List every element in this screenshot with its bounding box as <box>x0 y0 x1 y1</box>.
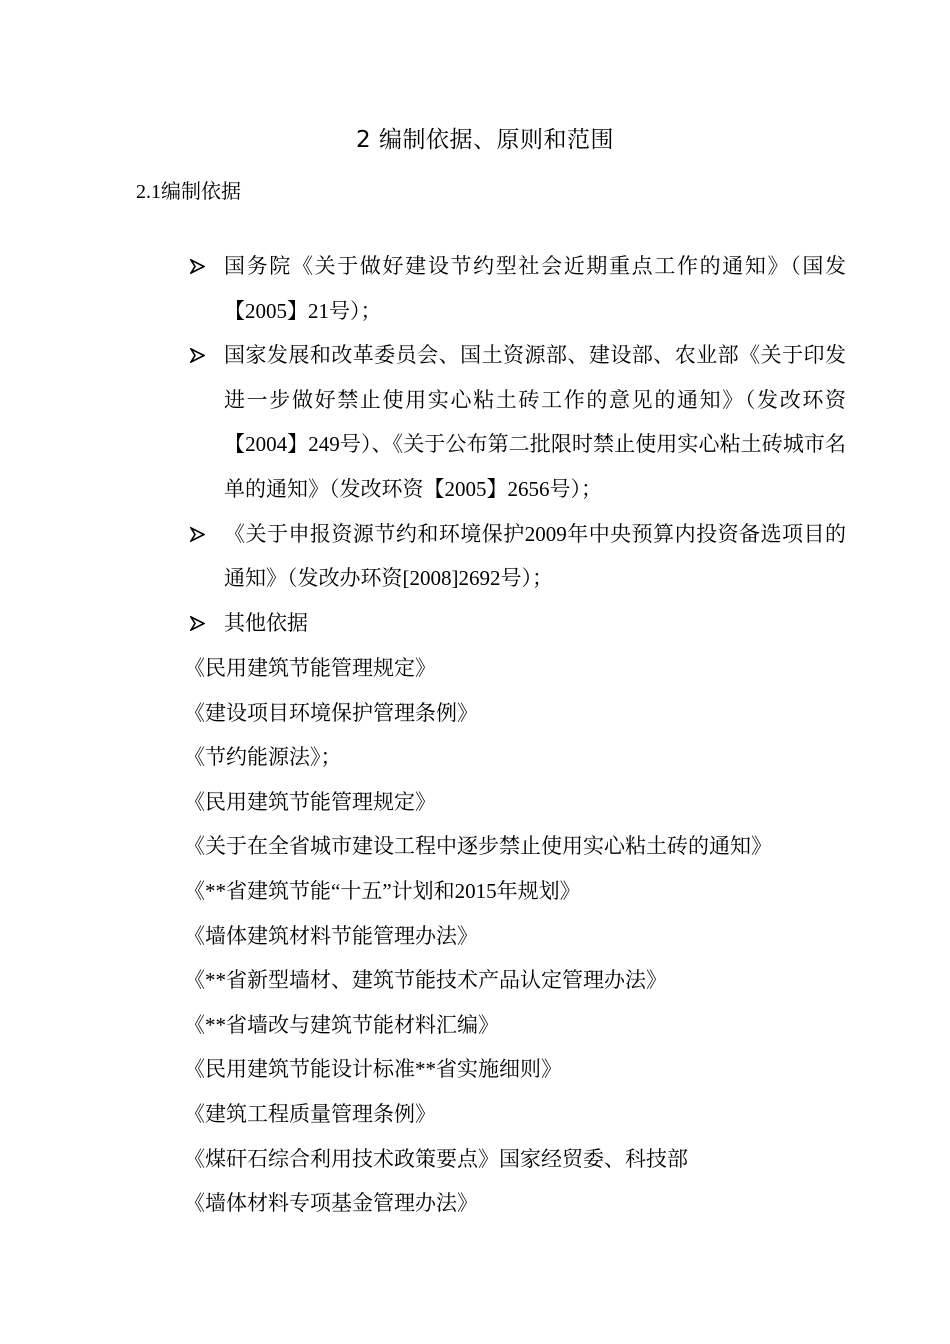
reference-item: 《关于在全省城市建设工程中逐步禁止使用实心粘土砖的通知》 <box>184 834 772 859</box>
reference-item: 《墙体材料专项基金管理办法》 <box>184 1191 478 1216</box>
section-title: 编制依据 <box>161 179 241 203</box>
reference-item: 《民用建筑节能设计标准**省实施细则》 <box>184 1057 562 1082</box>
arrow-bullet-icon <box>190 333 208 378</box>
arrow-bullet-icon <box>190 601 208 646</box>
bullet-item <box>186 512 846 601</box>
arrow-bullet-icon <box>190 512 208 557</box>
reference-list <box>184 646 864 1226</box>
arrow-bullet-icon <box>190 244 208 289</box>
reference-item: 《民用建筑节能管理规定》 <box>184 656 436 680</box>
bullet-item <box>186 601 846 646</box>
reference-item: 《**省墙改与建筑节能材料汇编》 <box>184 1012 499 1037</box>
bullet-text: 其他依据 <box>224 610 308 635</box>
reference-item: 《建筑工程质量管理条例》 <box>184 1101 436 1126</box>
reference-item: 《**省新型墙材、建筑节能技术产品认定管理办法》 <box>184 968 667 993</box>
reference-item: 《节约能源法》； <box>184 745 342 770</box>
section-heading <box>136 174 241 209</box>
reference-item: 《**省建筑节能“十五”计划和2015年规划》 <box>184 878 581 903</box>
bullet-item <box>186 333 846 511</box>
page-title: 2 编制依据、原则和范围 <box>356 127 614 153</box>
reference-item: 《墙体建筑材料节能管理办法》 <box>184 923 478 948</box>
basis-bullet-list <box>186 244 846 645</box>
bullet-text: 国家发展和改革委员会、国土资源部、建设部、农业部《关于印发进一步做好禁止使用实心粘土砖工作的意见的通知》（发改环资【2004】249号）、《关于公布第二批限时禁止使用实心粘土砖城市名单的通知》（发改环资【2005】2656号）； <box>224 343 846 501</box>
reference-item: 《建设项目环境保护管理条例》 <box>184 700 478 725</box>
bullet-text: 《关于申报资源节约和环境保护2009年中央预算内投资备选项目的通知》（发改办环资[2008]2692号）； <box>224 521 846 591</box>
bullet-item <box>186 244 846 333</box>
reference-item: 《煤矸石综合利用技术政策要点》国家经贸委、科技部 <box>184 1146 688 1171</box>
reference-item: 《民用建筑节能管理规定》 <box>184 789 436 814</box>
bullet-text: 国务院《关于做好建设节约型社会近期重点工作的通知》（国发【2005】21号）； <box>224 254 846 323</box>
section-number: 2.1 <box>136 181 161 203</box>
